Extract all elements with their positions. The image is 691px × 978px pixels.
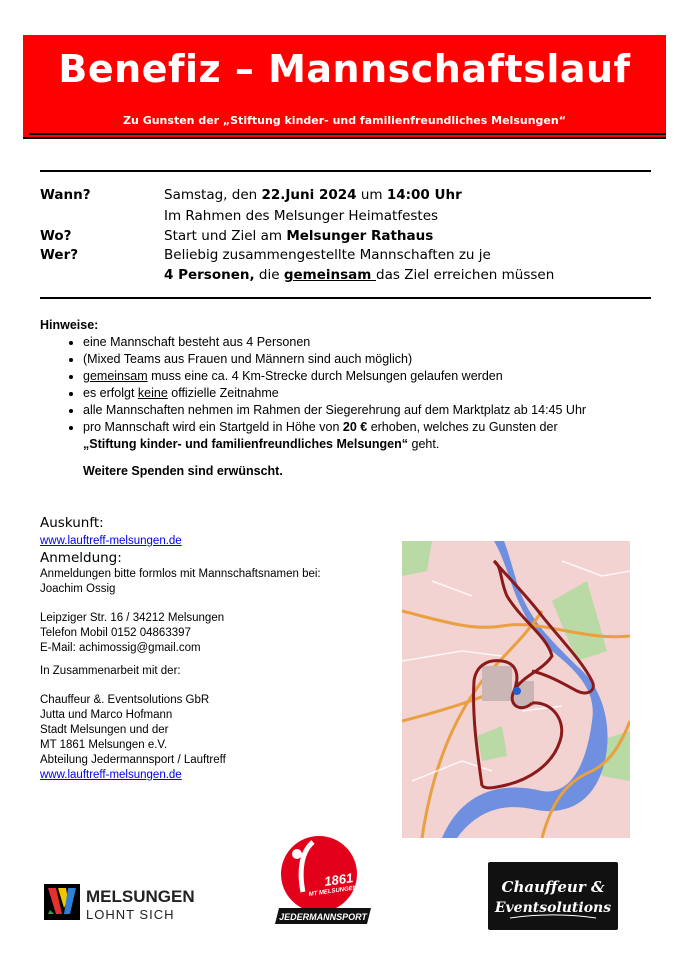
when-mid: um <box>356 187 387 203</box>
start-marker <box>513 687 521 695</box>
list-item: • eine Mannschaft besteht aus 4 Personen <box>83 334 586 351</box>
melsungen-slogan: LOHNT SICH <box>86 907 175 922</box>
who-detail <box>164 267 554 283</box>
timing-prefix: es erfolgt <box>83 386 138 400</box>
chauffeur-line-1: Chauffeur & <box>501 878 605 896</box>
mt-department: JEDERMANNSPORT <box>279 912 367 922</box>
together-underlined: gemeinsam <box>83 369 148 383</box>
registration-text: Anmeldungen bitte formlos mit Mannschaftsnamen bei: <box>40 568 321 580</box>
mt-year: 1861 <box>323 870 355 889</box>
partner-line: Jutta und Marco Hofmann <box>40 709 173 721</box>
where-label: Wo? <box>40 228 72 244</box>
event-date: 22.Juni 2024 <box>261 187 357 203</box>
who-mid: die <box>254 267 284 283</box>
event-location: Melsunger Rathaus <box>286 228 434 244</box>
contact-name: Joachim Ossig <box>40 583 116 595</box>
no-underlined: keine <box>137 386 168 400</box>
when-value <box>164 187 462 203</box>
timing-suffix: offizielle Zeitnahme <box>167 386 279 400</box>
contact-address: Leipziger Str. 16 / 34212 Melsungen <box>40 612 225 624</box>
when-label: Wann? <box>40 187 91 203</box>
info-heading: Auskunft: <box>40 515 104 531</box>
team-size: 4 Personen, <box>164 267 255 283</box>
lauftreff-link-2[interactable]: www.lauftreff-melsungen.de <box>40 769 182 781</box>
when-context: Im Rahmen des Melsunger Heimatfestes <box>164 208 439 224</box>
notes-section <box>40 318 586 453</box>
mt-melsungen-logo <box>273 832 373 927</box>
route-map <box>402 541 630 838</box>
where-value <box>164 228 433 244</box>
page-subtitle: Zu Gunsten der „Stiftung kinder- und familienfreundliches Melsungen“ <box>123 114 566 127</box>
list-item <box>83 419 586 453</box>
registration-heading: Anmeldung: <box>40 550 122 566</box>
together-emphasis: gemeinsam <box>283 267 377 283</box>
lauftreff-link[interactable]: www.lauftreff-melsungen.de <box>40 535 182 547</box>
fee-prefix: pro Mannschaft wird ein Startgeld in Höhe von <box>83 420 343 434</box>
who-label: Wer? <box>40 247 79 263</box>
contact-section <box>40 514 321 783</box>
partners-intro: In Zusammenarbeit mit der: <box>40 665 181 677</box>
melsungen-wordmark: MELSUNGEN <box>86 887 195 906</box>
route-note: muss eine ca. 4 Km-Strecke durch Melsungen gelaufen werden <box>147 369 503 383</box>
who-value: Beliebig zusammengestellte Mannschaften zu je <box>164 247 491 263</box>
divider-bottom <box>40 297 651 299</box>
partner-line: MT 1861 Melsungen e.V. <box>40 739 168 751</box>
title-banner <box>23 35 666 137</box>
mt-name: MT MELSUNGEN <box>308 885 358 898</box>
who-end: das Ziel erreichen müssen <box>376 267 555 283</box>
fee-suffix: erhoben, welches zu Gunsten der <box>367 420 558 434</box>
event-time: 14:00 Uhr <box>386 187 462 203</box>
list-item: • (Mixed Teams aus Frauen und Männern sind auch möglich) <box>83 351 586 368</box>
banner-underline <box>29 133 666 135</box>
partner-line: Stadt Melsungen und der <box>40 724 169 736</box>
list-item <box>83 385 586 402</box>
foundation-name: „Stiftung kinder- und familienfreundliches Melsungen“ <box>83 437 409 451</box>
fee-amount: 20 € <box>342 420 368 434</box>
donations-note: Weitere Spenden sind erwünscht. <box>83 464 283 478</box>
partner-line: Chauffeur &. Eventsolutions GbR <box>40 694 210 706</box>
where-prefix: Start und Ziel am <box>164 228 287 244</box>
chauffeur-logo <box>488 862 618 930</box>
when-prefix: Samstag, den <box>164 187 262 203</box>
fee-end: geht. <box>408 437 440 451</box>
list-item: • alle Mannschaften nehmen im Rahmen der Siegerehrung auf dem Marktplatz ab 14:45 Uhr <box>83 402 586 419</box>
divider-top <box>40 170 651 172</box>
partner-line: Abteilung Jedermannsport / Lauftreff <box>40 754 226 766</box>
chauffeur-line-2: Eventsolutions <box>494 900 612 916</box>
list-item <box>83 368 586 385</box>
melsungen-logo <box>44 880 214 924</box>
notes-list <box>40 334 586 453</box>
contact-email: E-Mail: achimossig@gmail.com <box>40 642 201 654</box>
notes-heading: Hinweise: <box>40 318 99 332</box>
contact-phone: Telefon Mobil 0152 04863397 <box>40 627 191 639</box>
page-title: Benefiz – Mannschaftslauf <box>58 47 631 91</box>
